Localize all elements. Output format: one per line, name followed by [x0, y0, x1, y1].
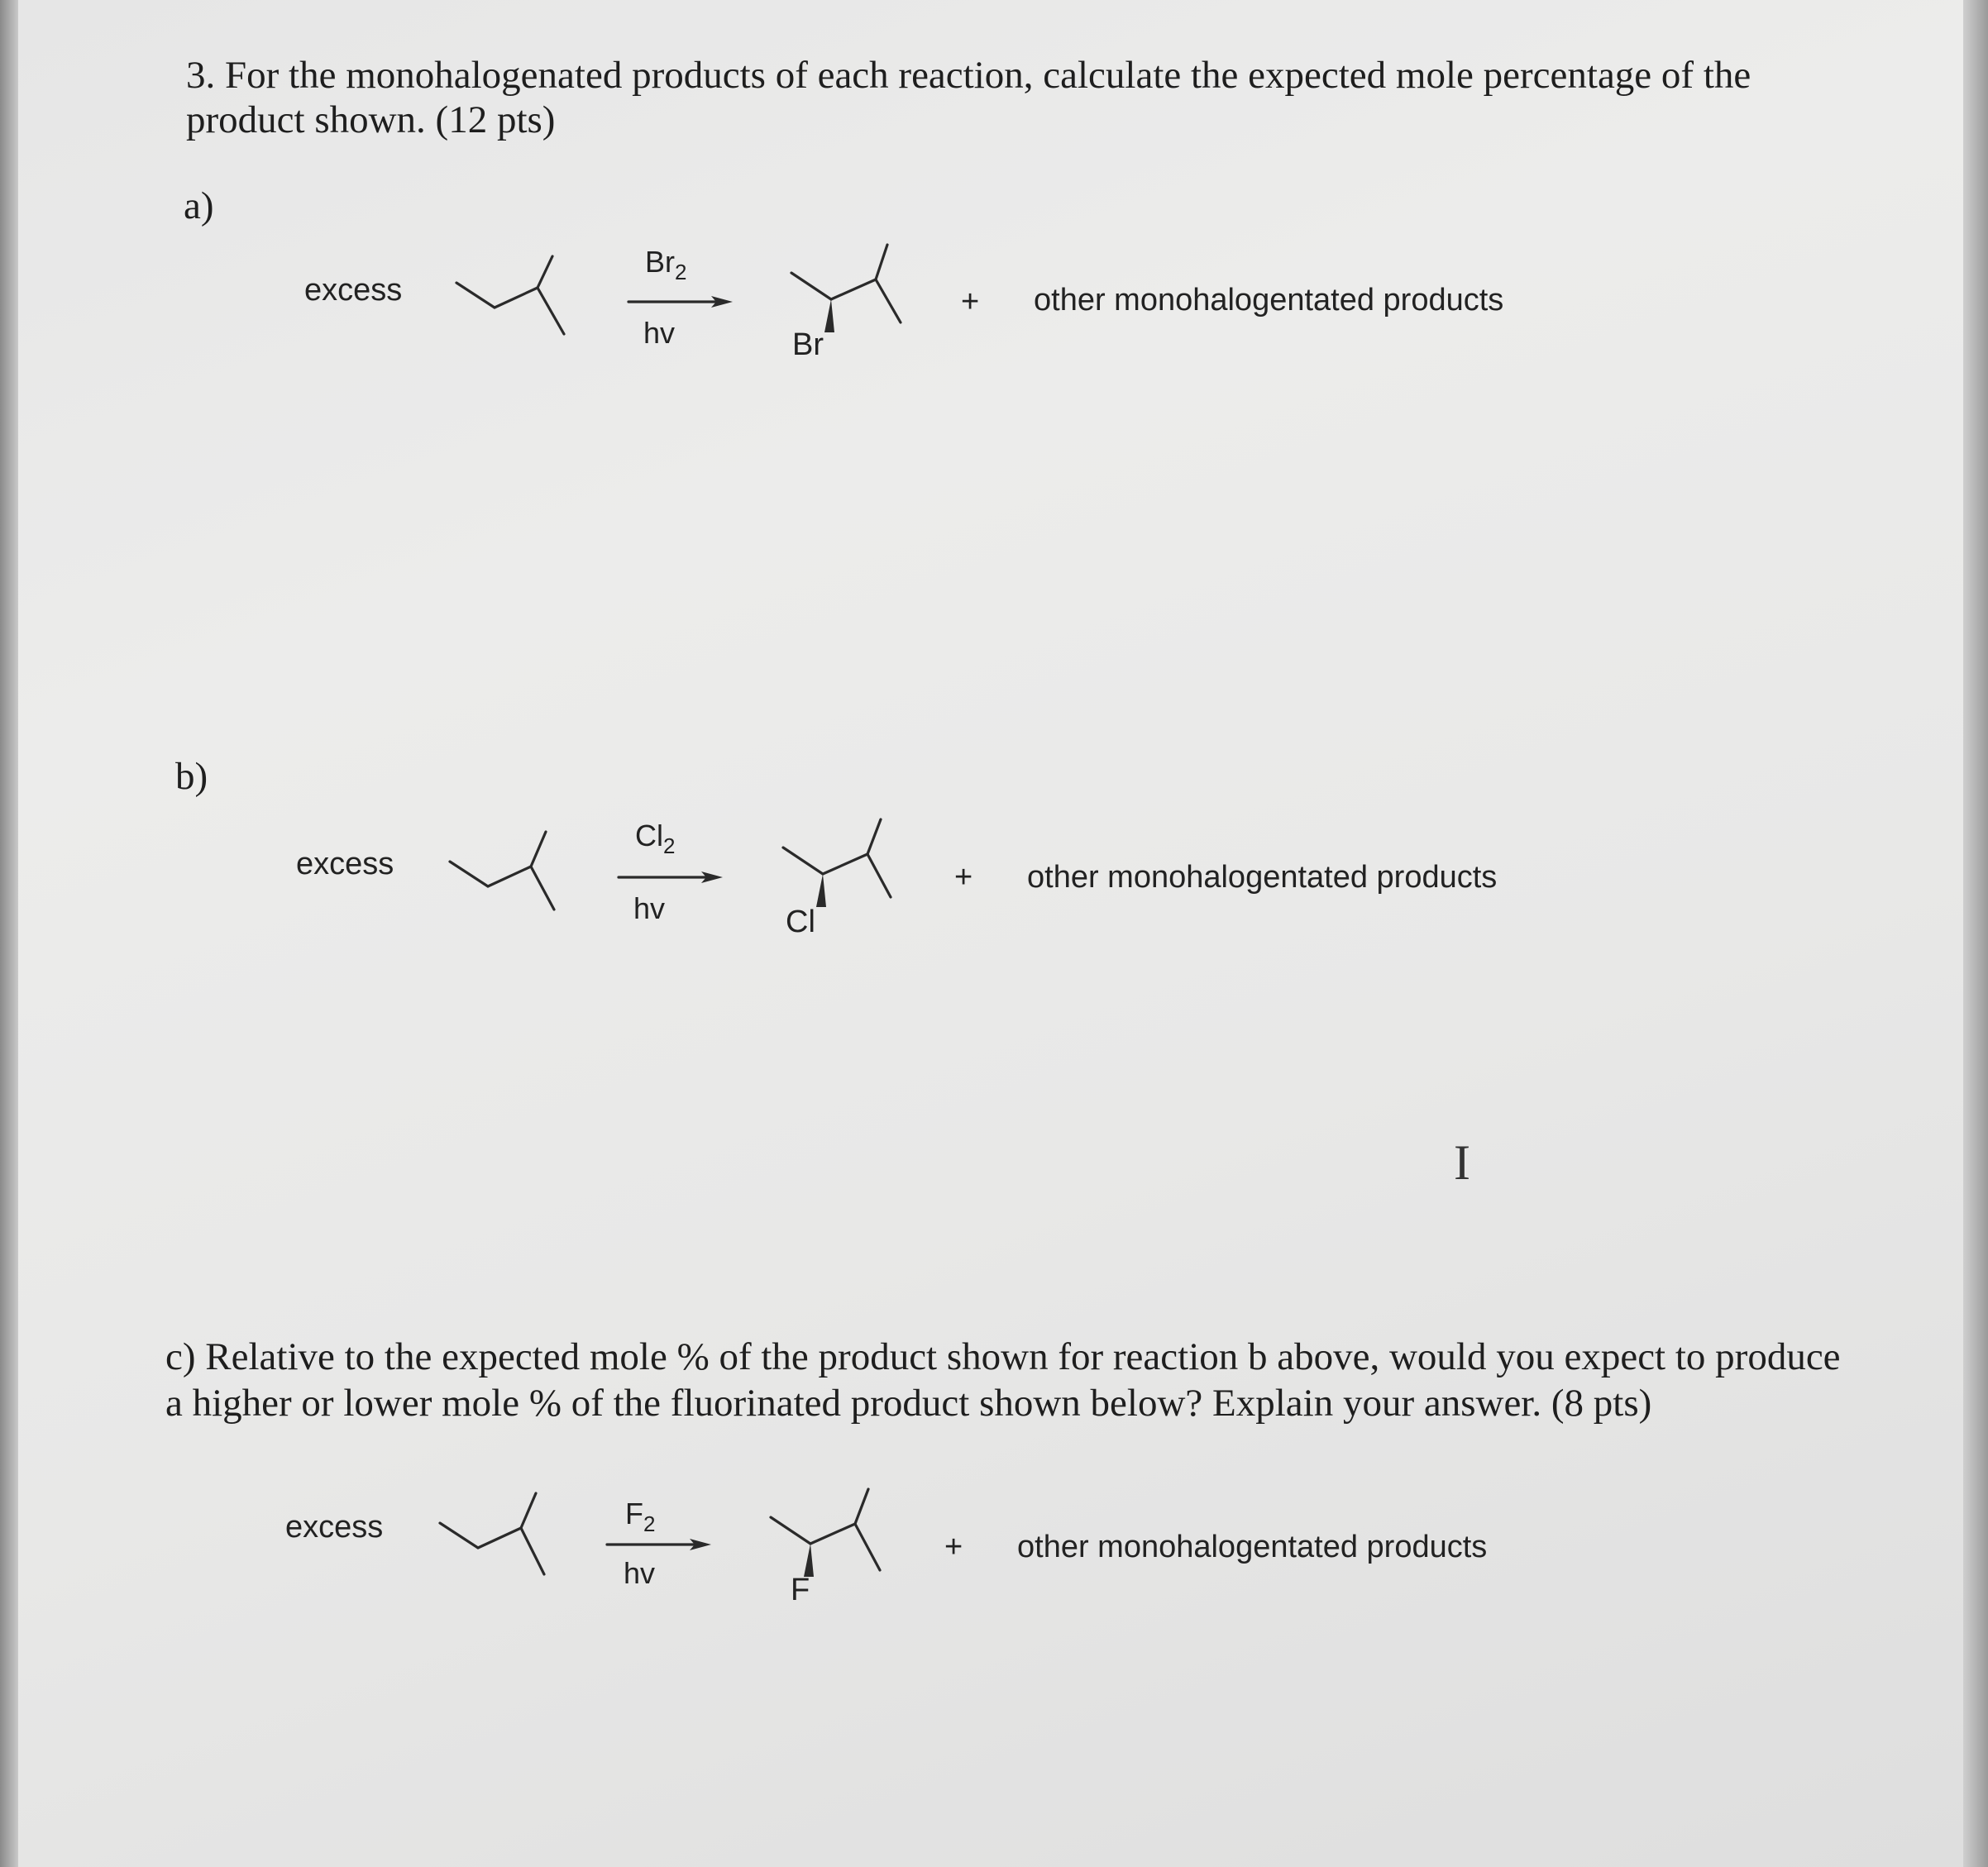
question-line-1: 3. For the monohalogenated products of each reaction, calculate the expected mole percentage of the	[186, 54, 1751, 97]
part-b-plus: +	[954, 860, 973, 895]
part-c-question-line-1: c) Relative to the expected mole % of the product shown for reaction b above, would you expect to produce	[165, 1335, 1841, 1378]
part-b-condition: hv	[633, 891, 666, 925]
part-b-label: b)	[175, 755, 208, 798]
part-a-reagent-symbol: Br	[645, 245, 675, 279]
part-b-product-structure	[781, 814, 897, 914]
part-b-reactant-structure	[448, 827, 564, 918]
part-a-product-structure	[790, 240, 906, 339]
part-c-reagent	[625, 1497, 656, 1536]
part-c-question-line-2: a higher or lower mole % of the fluorinated product shown below? Explain your answer. (8 pts)	[165, 1382, 1652, 1425]
part-a-reaction-arrow	[627, 294, 734, 310]
page-right-edge	[1963, 0, 1988, 1867]
part-a-other-products: other monohalogentated products	[1034, 283, 1504, 318]
part-b-product-halogen: Cl	[786, 905, 815, 939]
part-a-plus: +	[961, 284, 980, 319]
part-c-plus: +	[944, 1530, 963, 1564]
text-cursor-icon: I	[1454, 1135, 1470, 1190]
part-b-other-products: other monohalogentated products	[1027, 860, 1498, 895]
part-a-condition: hv	[643, 316, 676, 350]
part-a-product-halogen: Br	[792, 327, 824, 362]
part-c-reaction-arrow	[605, 1536, 713, 1553]
part-c-product-structure	[769, 1484, 885, 1583]
part-c-reactant-structure	[438, 1488, 554, 1579]
part-b-reagent-subscript: 2	[663, 833, 676, 858]
part-a-reactant-structure	[455, 248, 571, 339]
part-a-excess: excess	[304, 273, 403, 308]
part-a-reagent	[645, 245, 687, 284]
part-c-condition: hv	[624, 1556, 656, 1590]
question-line-2: product shown. (12 pts)	[186, 98, 556, 141]
part-c-reagent-subscript: 2	[643, 1511, 656, 1536]
part-c-reagent-symbol: F	[625, 1497, 643, 1530]
part-c-other-products: other monohalogentated products	[1017, 1530, 1488, 1564]
part-a-label: a)	[184, 184, 214, 227]
part-c-excess: excess	[285, 1510, 384, 1545]
part-b-reagent	[635, 819, 676, 858]
part-b-reagent-symbol: Cl	[635, 819, 663, 852]
part-c-product-halogen: F	[791, 1573, 810, 1607]
part-b-reaction-arrow	[617, 869, 724, 886]
part-b-excess: excess	[296, 847, 394, 881]
page-left-edge	[0, 0, 18, 1867]
part-a-reagent-subscript: 2	[675, 260, 687, 284]
